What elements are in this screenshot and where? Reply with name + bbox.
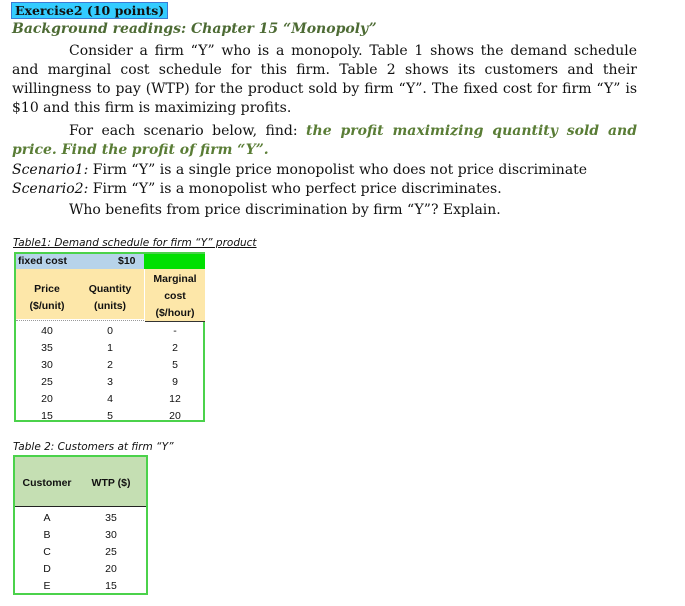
table2-customer-cell: E xyxy=(43,580,51,592)
table2 xyxy=(13,455,148,595)
header-separator xyxy=(16,320,144,321)
fixed-cost-value: $10 xyxy=(118,255,136,267)
quantity-header xyxy=(81,281,139,315)
table2-wtp-cell: 25 xyxy=(105,546,117,558)
wtp-header: WTP ($) xyxy=(91,477,131,489)
table1-mc-cell: 9 xyxy=(172,376,178,388)
exercise-title: Exercise2 (10 points) xyxy=(11,2,168,19)
table2-wtp-cell: 30 xyxy=(105,529,117,541)
customer-header: Customer xyxy=(22,477,72,489)
table1-price-cell: 15 xyxy=(41,410,53,422)
table1-quantity-cell: 1 xyxy=(107,342,113,354)
scenario-1 xyxy=(12,161,587,180)
table1-mc-cell: 5 xyxy=(172,359,178,371)
scenario-2-label: Scenario2: xyxy=(12,181,89,197)
scenario-2-text: Firm “Y” is a monopolist who perfect price discriminates. xyxy=(88,181,502,197)
table1-mc-cell: 2 xyxy=(172,342,178,354)
table2-customer-cell: D xyxy=(43,563,51,575)
table1-price-cell: 25 xyxy=(41,376,53,388)
find-prefix: For each scenario below, find: xyxy=(69,123,307,139)
find-emphasis-2: profit of firm “Y”. xyxy=(131,142,269,158)
fixed-cost-label: fixed cost xyxy=(18,255,68,267)
background-readings: Background readings: Chapter 15 “Monopoly” xyxy=(12,21,377,37)
discrimination-question: Who benefits from price discrimination by firm “Y”? Explain. xyxy=(69,202,501,218)
price-header-label: Price xyxy=(34,283,60,295)
table1-quantity-cell: 3 xyxy=(107,376,113,388)
table1-mc-cell: 20 xyxy=(169,410,181,422)
quantity-header-unit: (units) xyxy=(93,300,127,312)
table1-price-cell: 40 xyxy=(41,325,53,337)
quantity-header-label: Quantity xyxy=(88,283,132,295)
table1-price-cell: 30 xyxy=(41,359,53,371)
scenario-2 xyxy=(12,180,502,199)
scenario-1-label: Scenario1: xyxy=(12,162,89,178)
table1-price-cell: 35 xyxy=(41,342,53,354)
table1-quantity-cell: 0 xyxy=(107,325,113,337)
mc-header xyxy=(145,271,205,322)
table2-wtp-cell: 20 xyxy=(105,563,117,575)
table1 xyxy=(14,252,205,422)
mc-header-2: cost xyxy=(164,290,186,302)
fixed-cost-green-cell xyxy=(144,254,205,269)
table2-wtp-cell: 35 xyxy=(105,512,117,524)
fixed-cost-label-cell xyxy=(16,254,128,269)
mc-header-1: Marginal xyxy=(153,273,197,285)
table2-customer-cell: B xyxy=(43,529,51,541)
table2-customer-cell: C xyxy=(43,546,51,558)
table1-quantity-cell: 4 xyxy=(107,393,113,405)
table1-quantity-cell: 2 xyxy=(107,359,113,371)
table1-caption-text: Table1: Demand schedule for firm “Y” product xyxy=(13,237,257,249)
table1-mc-cell: - xyxy=(173,325,177,337)
table2-wtp-cell: 15 xyxy=(105,580,117,592)
table1-caption xyxy=(13,237,257,249)
table1-mc-cell: 12 xyxy=(169,393,181,405)
find-paragraph xyxy=(12,122,637,160)
price-header xyxy=(21,281,73,315)
scenario-1-text: Firm “Y” is a single price monopolist who does not price discriminate xyxy=(88,162,588,178)
table1-quantity-cell: 5 xyxy=(107,410,113,422)
price-header-unit: ($/unit) xyxy=(29,300,65,312)
table2-customer-cell: A xyxy=(43,512,51,524)
find-emphasis-1: the profit maximizing quantity sold and price. Find the xyxy=(12,123,637,158)
table2-caption: Table 2: Customers at firm “Y” xyxy=(13,441,174,453)
table1-price-cell: 20 xyxy=(41,393,53,405)
mc-header-3: ($/hour) xyxy=(155,307,195,319)
intro-paragraph: Consider a firm “Y” who is a monopoly. Table 1 shows the demand schedule and marginal cost schedule for this firm. Table 2 shows its customers and their willingness to pay (WTP) for the product sold by firm “Y”. The fixed cost for firm “Y” is $10 and this firm is maximizing profits. xyxy=(12,43,637,116)
